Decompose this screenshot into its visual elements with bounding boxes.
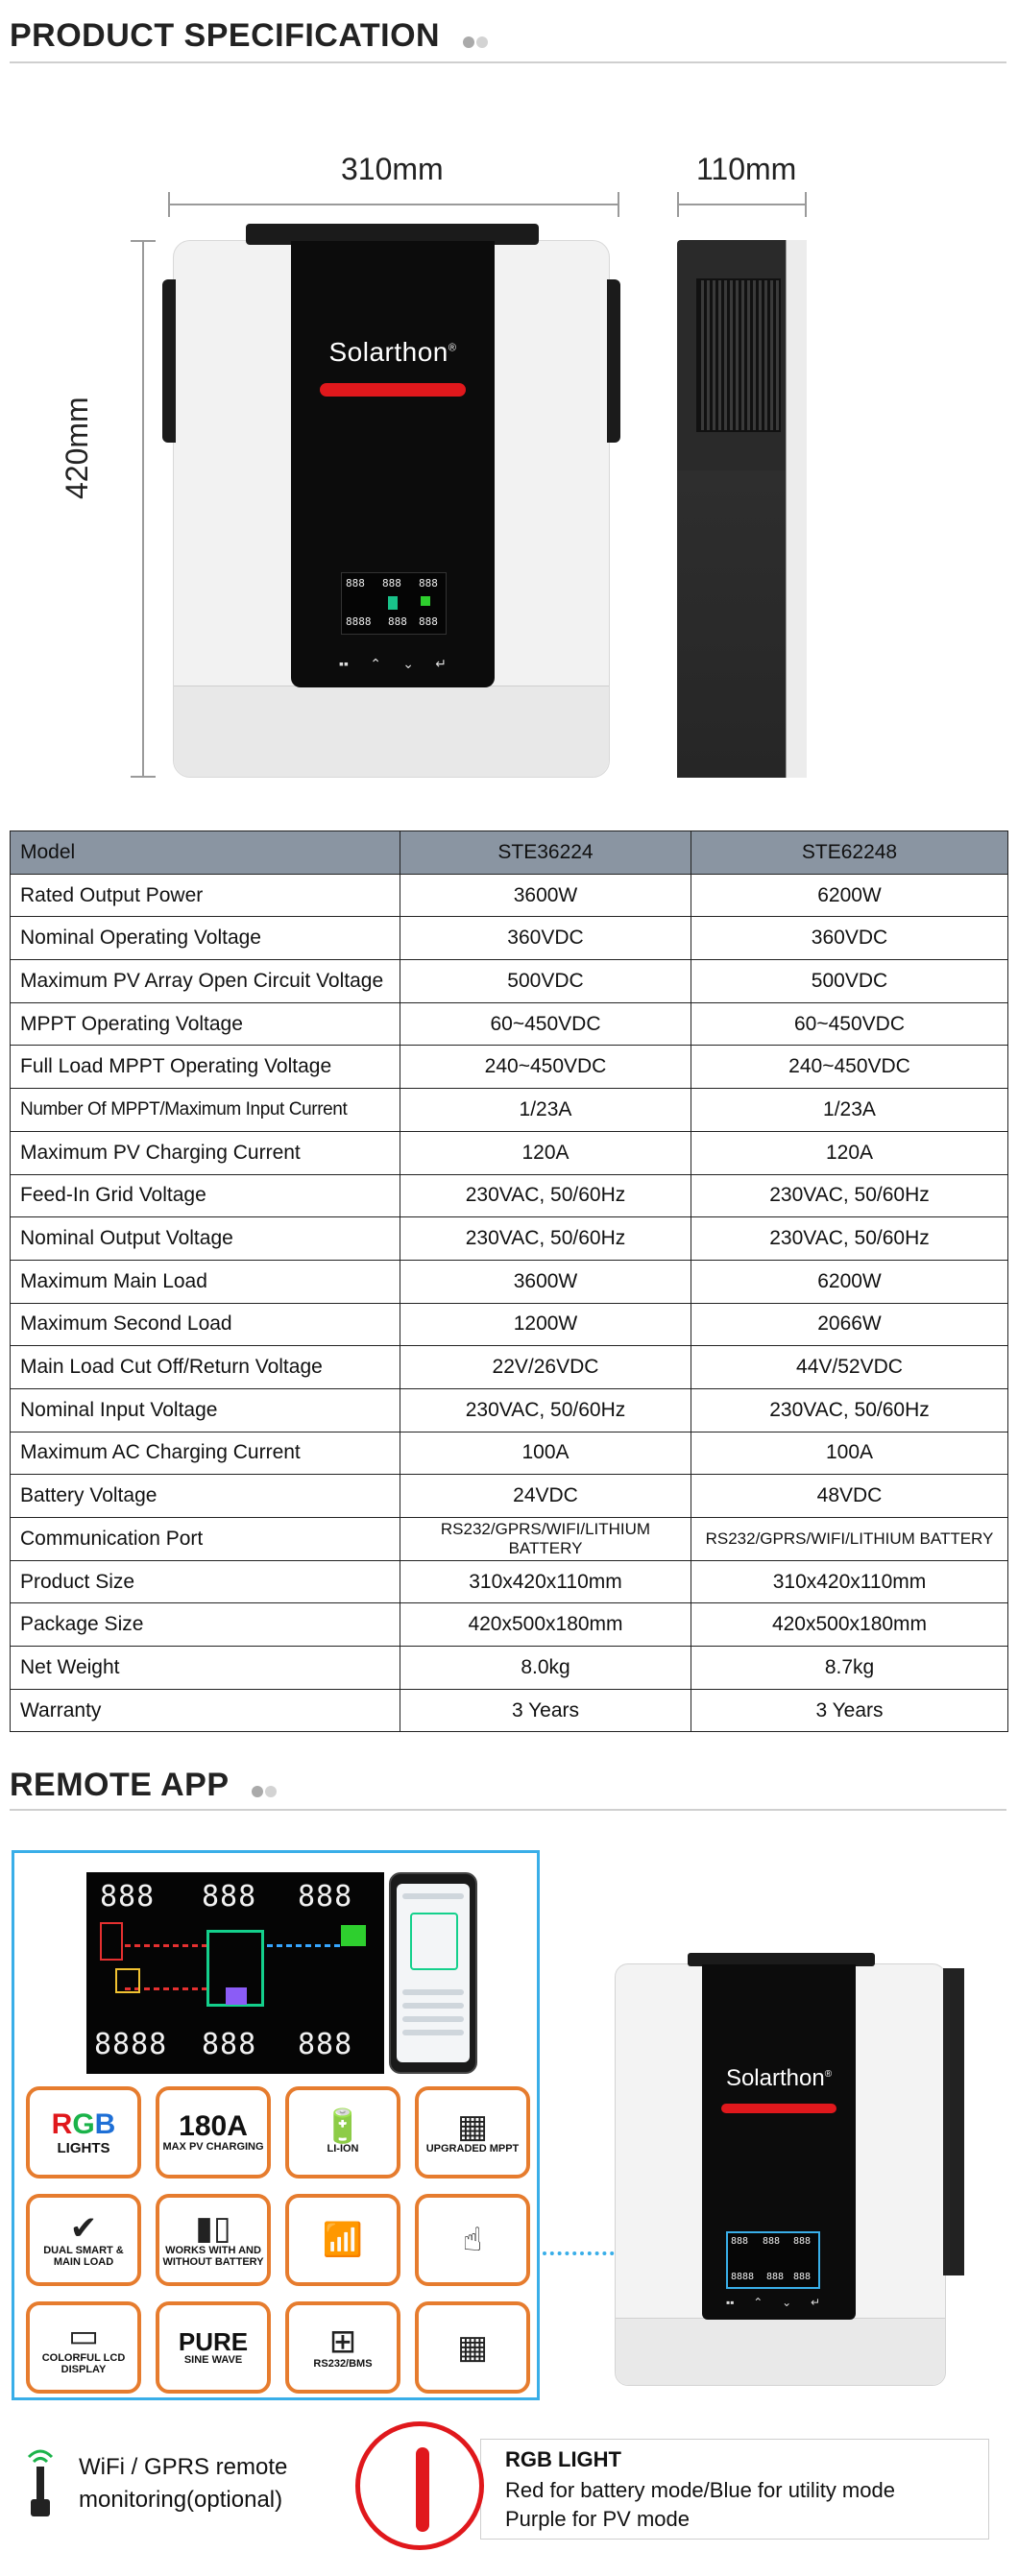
lcd-segment: 888 [731,2236,749,2247]
table-cell: 3600W [400,874,691,917]
spec-title-rule [10,61,1006,63]
feature-upgraded-mppt [415,2086,530,2179]
table-cell: 120A [691,1131,1008,1174]
phone-app-mockup [389,1872,477,2074]
lcd-label: COLORFUL LCD DISPLAY [41,2351,126,2375]
table-cell: Maximum PV Charging Current [11,1131,400,1174]
width-tick-right [618,192,619,217]
mppt-label: UPGRADED MPPT [425,2142,520,2155]
table-row [11,1131,1008,1174]
table-cell: 310x420x110mm [400,1560,691,1603]
width-dimension-line [168,204,619,205]
table-cell: 420x500x180mm [691,1603,1008,1647]
table-cell: Nominal Input Voltage [11,1388,400,1432]
table-cell: Maximum Second Load [11,1303,400,1346]
lcd-screen [726,2231,820,2289]
table-cell: Maximum PV Array Open Circuit Voltage [11,960,400,1003]
table-cell: 3 Years [400,1689,691,1732]
depth-dimension-line [677,204,807,205]
height-dimension: 420mm [60,397,94,499]
lcd-segment: 888 [766,2272,785,2282]
charge-label: MAX PV CHARGING [162,2140,264,2153]
li-ion-label: LI-ION [327,2142,359,2155]
height-tick-top [131,240,156,242]
port-icon: ⊞ [328,2323,357,2360]
table-cell: 420x500x180mm [400,1603,691,1647]
spec-table [10,831,1008,1732]
antenna-icon [21,2444,60,2525]
table-cell: Maximum AC Charging Current [11,1432,400,1475]
table-row [11,1388,1008,1432]
solar-grid-icon: ▦ [456,2329,489,2366]
app-diagram [410,1913,458,1970]
pure-text: PURE [178,2326,249,2356]
table-cell: 22V/26VDC [400,1346,691,1389]
lcd-segment: 8888 [94,2028,168,2061]
app-row [402,2030,464,2035]
table-cell: 230VAC, 50/60Hz [691,1174,1008,1217]
table-cell: 60~450VDC [400,1002,691,1046]
table-cell: Product Size [11,1560,400,1603]
table-row [11,1217,1008,1261]
depth-dimension: 110mm [696,152,797,186]
table-cell: 3 Years [691,1689,1008,1732]
table-cell: 100A [691,1432,1008,1475]
rgb-light-title: RGB LIGHT [505,2447,621,2471]
feature-battery-optional [156,2194,271,2286]
load-flow-line [267,1944,344,1947]
table-cell: 240~450VDC [400,1046,691,1089]
table-row [11,1518,1008,1561]
table-cell: 6200W [691,1260,1008,1303]
table-cell: Battery Voltage [11,1475,400,1518]
table-cell: 44V/52VDC [691,1346,1008,1389]
lcd-display-closeup [86,1872,384,2074]
enter-key-icon[interactable]: ↵ [435,656,447,671]
table-cell: 310x420x110mm [691,1560,1008,1603]
lcd-segment: 888 [298,2028,353,2061]
table-row [11,1560,1008,1603]
rgb-label: LIGHTS [57,2139,110,2156]
lcd-segment: 888 [382,577,401,590]
down-key-icon[interactable]: ⌄ [782,2296,792,2309]
title-dots-icon [252,1769,279,1806]
lcd-segment: 8888 [731,2272,755,2282]
title-dots-icon [463,19,490,57]
control-keys [339,656,447,672]
table-cell: 500VDC [691,960,1008,1003]
lcd-segment: 888 [202,1880,257,1914]
table-header-cell: STE36224 [400,831,691,875]
dual-label: DUAL SMART & MAIN LOAD [43,2244,124,2268]
table-cell: 8.7kg [691,1647,1008,1690]
house-icon [341,1925,366,1946]
table-cell: 230VAC, 50/60Hz [400,1174,691,1217]
table-cell: 360VDC [691,917,1008,960]
app-row [402,1893,464,1899]
table-cell: 6200W [691,874,1008,917]
table-cell: Nominal Output Voltage [11,1217,400,1261]
side-vent [696,278,781,432]
solar-panel-icon [115,1968,140,1993]
inverter-product-view [615,1963,946,2386]
table-cell: MPPT Operating Voltage [11,1002,400,1046]
inverter-side-view [677,240,807,778]
side-front-face [786,240,807,778]
table-cell: 230VAC, 50/60Hz [400,1217,691,1261]
table-cell: 500VDC [400,960,691,1003]
table-cell: 1200W [400,1303,691,1346]
lcd-segment: 888 [793,2236,812,2247]
table-cell: 24VDC [400,1475,691,1518]
feature-rgb-lights [26,2086,141,2179]
app-title-rule [10,1809,1006,1811]
battery-icon [226,1987,247,2005]
table-row [11,1002,1008,1046]
feature-max-pv-charging [156,2086,271,2179]
rgb-light-bar [721,2104,836,2113]
rgb-text: RGB [51,2107,116,2140]
lcd-segment: 888 [298,1880,353,1914]
up-key-icon[interactable]: ⌃ [370,656,381,671]
up-key-icon[interactable]: ⌃ [753,2296,764,2309]
spec-section-title [10,17,490,57]
table-cell: Feed-In Grid Voltage [11,1174,400,1217]
feature-touch [415,2194,530,2286]
table-cell: RS232/GPRS/WIFI/LITHIUM BATTERY [691,1518,1008,1561]
table-row [11,1260,1008,1303]
table-cell: RS232/GPRS/WIFI/LITHIUM BATTERY [400,1518,691,1561]
brand-logo: Solarthon® [328,337,457,367]
table-cell: 100A [400,1432,691,1475]
table-row [11,1647,1008,1690]
feature-rs232 [285,2301,400,2394]
app-feature-panel [12,1850,540,2400]
table-cell: Package Size [11,1603,400,1647]
table-row [11,960,1008,1003]
bottom-cover [174,686,609,777]
lcd-segment: 888 [419,577,438,590]
table-row [11,1174,1008,1217]
battery-icon [388,596,398,610]
table-header-cell: STE62248 [691,831,1008,875]
app-row [402,2016,464,2022]
app-section-title [10,1767,279,1806]
wifi-label-line2: monitoring(optional) [79,2487,283,2513]
house-icon [421,596,430,606]
lcd-segment: 888 [100,1880,156,1914]
table-cell: 120A [400,1131,691,1174]
table-cell: 240~450VDC [691,1046,1008,1089]
wifi-label-line1: WiFi / GPRS remote [79,2454,288,2480]
side-lower-body [677,470,786,778]
touch-icon: ☝ [462,2222,483,2258]
table-cell: 230VAC, 50/60Hz [691,1388,1008,1432]
table-row [11,874,1008,917]
table-cell: 60~450VDC [691,1002,1008,1046]
table-cell: 230VAC, 50/60Hz [691,1217,1008,1261]
table-row [11,1089,1008,1132]
inverter-front-view [173,240,610,778]
table-cell: 230VAC, 50/60Hz [400,1388,691,1432]
height-dimension-line [142,240,144,778]
front-panel [291,241,495,687]
lcd-segment: 888 [388,615,407,628]
battery-label: WORKS WITH AND WITHOUT BATTERY [162,2244,264,2268]
feature-li-ion [285,2086,400,2179]
feature-colorful-lcd [26,2301,141,2394]
table-header-row [11,831,1008,875]
depth-tick-right [805,192,807,217]
table-cell: 360VDC [400,917,691,960]
enter-key-icon[interactable]: ↵ [810,2296,820,2309]
bottom-cover [616,2318,945,2385]
table-header-cell: Model [11,831,400,875]
lcd-screen [341,572,447,635]
table-cell: Rated Output Power [11,874,400,917]
table-cell: 3600W [400,1260,691,1303]
lcd-segment: 888 [346,577,365,590]
feature-dual-load [26,2194,141,2286]
table-cell: Number Of MPPT/Maximum Input Current [11,1089,400,1132]
wifi-monitoring-label [79,2451,287,2516]
table-row [11,1346,1008,1389]
table-row [11,1603,1008,1647]
table-row [11,1046,1008,1089]
menu-key-icon[interactable]: ▪▪ [339,656,349,671]
red-light-bar [416,2447,429,2532]
feature-solar-grid [415,2301,530,2394]
tower-icon [100,1922,123,1961]
grid-flow-line [125,1944,206,1947]
rgb-light-bar [320,383,466,397]
rgb-light-bar-icon [355,2421,484,2550]
depth-tick-left [677,192,679,217]
table-cell: 48VDC [691,1475,1008,1518]
table-cell: Communication Port [11,1518,400,1561]
table-row [11,1475,1008,1518]
lcd-segment: 888 [202,2028,257,2061]
table-cell: 1/23A [400,1089,691,1132]
rgb-light-line1: Red for battery mode/Blue for utility mode [505,2478,895,2502]
phone-screen [397,1884,470,2062]
wifi-router-icon: 📶 [322,2222,364,2258]
control-keys [726,2296,820,2309]
table-cell: 2066W [691,1303,1008,1346]
battery-optional-icon: ▮▯ [195,2209,231,2247]
chip-icon: ▦ [456,2107,489,2145]
table-cell: 8.0kg [400,1647,691,1690]
charge-value: 180A [179,2109,248,2142]
table-cell: Nominal Operating Voltage [11,917,400,960]
side-handle-right [607,279,620,443]
app-row [402,1989,464,1995]
check-shield-icon: ✔ [69,2209,98,2247]
app-row [402,2003,464,2009]
lcd-segment: 8888 [346,615,372,628]
rgb-light-info-box [480,2439,989,2540]
width-tick-left [168,192,170,217]
side-panel [943,1968,964,2275]
table-row [11,1303,1008,1346]
side-handle-left [162,279,176,443]
table-cell: Full Load MPPT Operating Voltage [11,1046,400,1089]
table-cell: Main Load Cut Off/Return Voltage [11,1346,400,1389]
rs232-label: RS232/BMS [313,2357,373,2370]
battery-icon: 🔋 [322,2107,364,2145]
front-panel [702,1964,856,2320]
brand-logo: Solarthon® [725,2065,833,2091]
table-cell: 1/23A [691,1089,1008,1132]
lcd-segment: 888 [793,2272,812,2282]
feature-pure-sine [156,2301,271,2394]
display-icon: ▭ [67,2317,100,2354]
table-cell: Maximum Main Load [11,1260,400,1303]
table-row [11,917,1008,960]
table-row [11,1432,1008,1475]
lcd-segment: 888 [763,2236,781,2247]
spec-title-text: PRODUCT SPECIFICATION [10,17,441,54]
feature-wifi [285,2194,400,2286]
down-key-icon[interactable]: ⌄ [402,656,414,671]
table-row [11,1689,1008,1732]
lcd-segment: 888 [419,615,438,628]
menu-key-icon[interactable]: ▪▪ [726,2296,735,2309]
table-cell: Net Weight [11,1647,400,1690]
rgb-light-line2: Purple for PV mode [505,2507,690,2531]
width-dimension: 310mm [341,152,444,186]
table-cell: Warranty [11,1689,400,1732]
height-tick-bottom [131,776,156,778]
sine-label: SINE WAVE [183,2353,243,2366]
app-title-text: REMOTE APP [10,1767,229,1803]
